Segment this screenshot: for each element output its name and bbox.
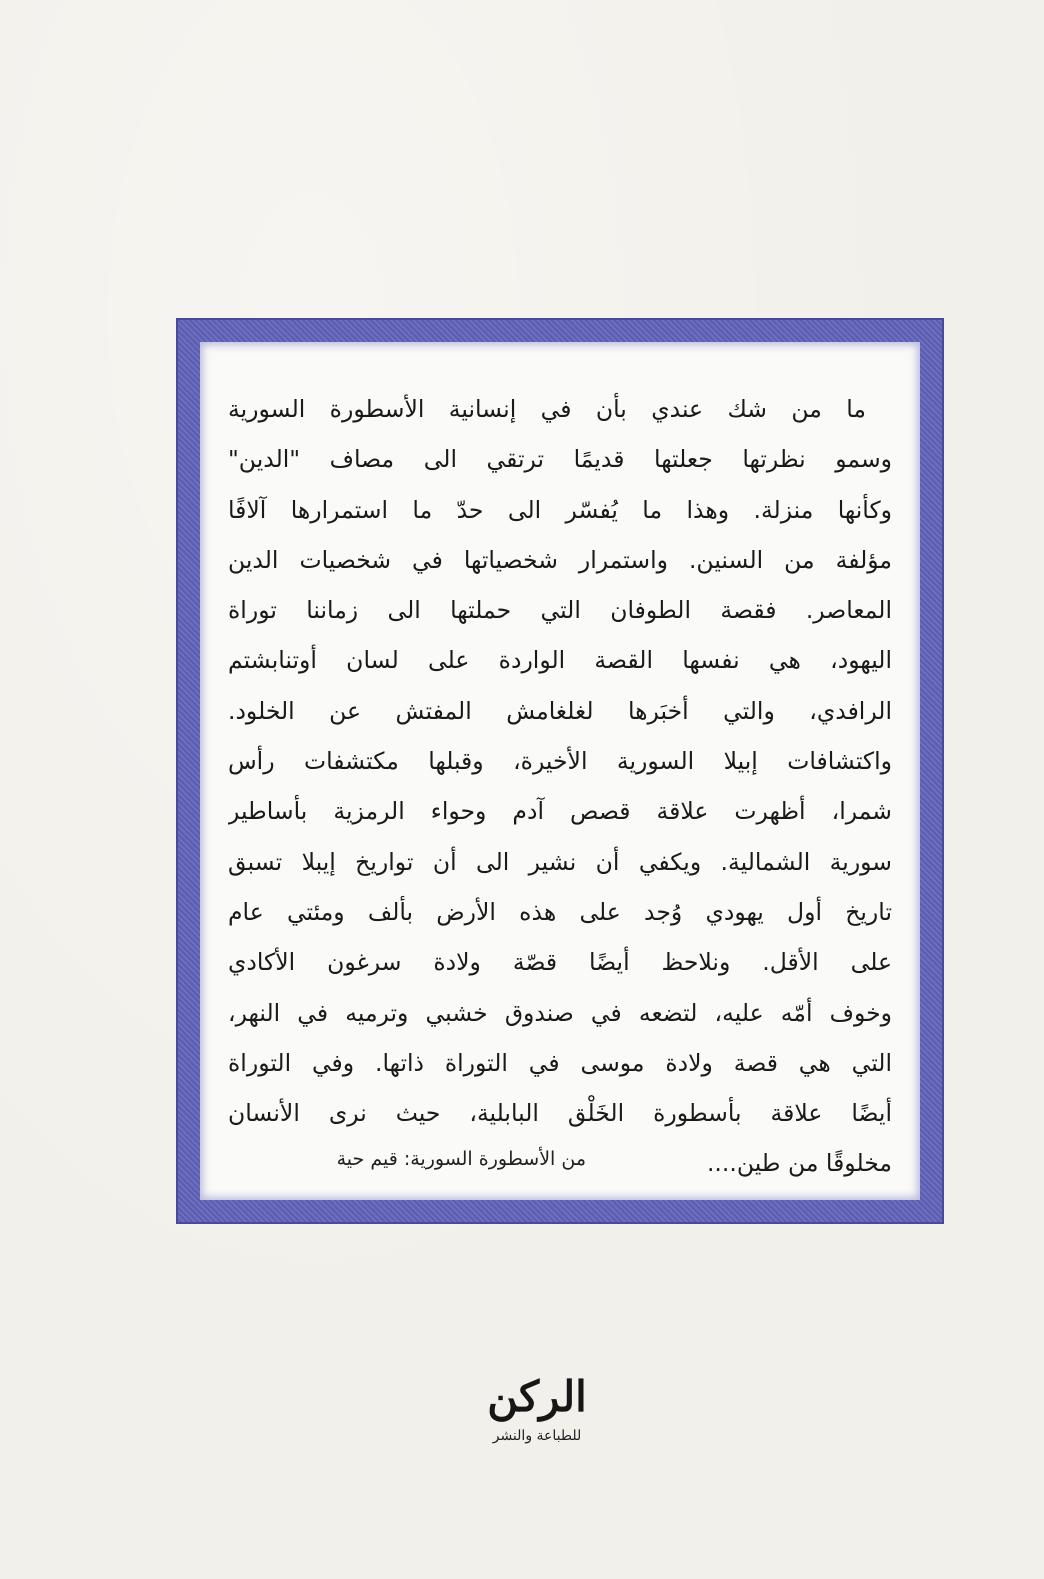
excerpt-line: سورية الشمالية. ويكفي أن نشير الى أن تواريخ إيبلا تسبق xyxy=(228,847,892,876)
excerpt-line: أيضًا علاقة بأسطورة الخَلْق البابلية، حيث نرى الأنسان xyxy=(228,1099,892,1128)
excerpt-source: من الأسطورة السورية: قيم حية xyxy=(336,1148,586,1170)
excerpt-line: مخلوقًا من طين.... xyxy=(706,1149,892,1178)
excerpt-line: واكتشافات إبيلا السورية الأخيرة، وقبلها مكتشفات رأس xyxy=(228,747,892,776)
publisher-logo-mark: الركن xyxy=(487,1372,587,1421)
excerpt-line: الرافدي، والتي أخبَرها لغلغامش المفتش عن الخلود. xyxy=(228,696,892,725)
excerpt-line: المعاصر. فقصة الطوفان التي حملتها الى زماننا توراة xyxy=(228,596,892,625)
excerpt-line: اليهود، هي نفسها القصة الواردة على لسان أوتنابشتم xyxy=(228,646,892,675)
excerpt-line: وخوف أمّه عليه، لتضعه في صندوق خشبي وترميه في النهر، xyxy=(228,998,892,1027)
publisher-subtitle: للطباعة والنشر xyxy=(492,1428,582,1444)
excerpt-line: مؤلفة من السنين. واستمرار شخصياتها في شخصيات الدين xyxy=(228,545,892,574)
excerpt-line: تاريخ أول يهودي وُجد على هذه الأرض بألف ومئتي عام xyxy=(228,897,892,926)
excerpt-panel xyxy=(200,342,920,1200)
excerpt-line: شمرا، أظهرت علاقة قصص آدم وحواء الرمزية بأساطير xyxy=(228,797,892,826)
excerpt-line: وسمو نظرتها جعلتها قديمًا ترتقي الى مصاف "الدين" xyxy=(228,445,892,474)
excerpt-line: ما من شك عندي بأن في إنسانية الأسطورة السورية xyxy=(228,395,866,423)
excerpt-line: التي هي قصة ولادة موسى في التوراة ذاتها. وفي التوراة xyxy=(228,1048,892,1077)
excerpt-line: على الأقل. ونلاحظ أيضًا قصّة ولادة سرغون الأكادي xyxy=(228,948,892,977)
excerpt-frame xyxy=(176,318,944,1224)
excerpt-line: وكأنها منزلة. وهذا ما يُفسّر الى حدّ ما استمرارها آلافًا xyxy=(228,495,892,524)
publisher-logo xyxy=(472,1370,602,1466)
excerpt-text xyxy=(228,384,892,1189)
